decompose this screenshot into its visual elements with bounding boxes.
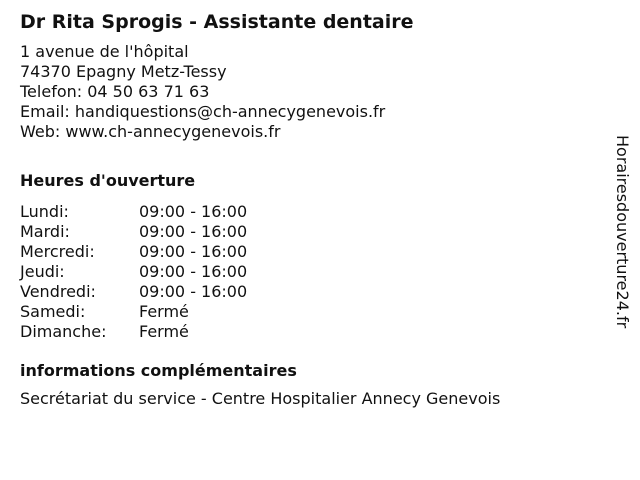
hours-row-mardi [20,222,600,242]
day-hours: 09:00 - 16:00 [139,282,248,301]
day-label: Vendredi: [20,282,96,301]
phone-number: Telefon: 04 50 63 71 63 [20,82,210,101]
hours-row-dimanche [20,322,600,342]
hours-row-mercredi [20,242,600,262]
email-address: Email: handiquestions@ch-annecygenevois.fr [20,102,386,121]
day-label: Samedi: [20,302,86,321]
business-title: Dr Rita Sprogis - Assistante dentaire [20,11,414,33]
additional-info-text: Secrétariat du service - Centre Hospitalier Annecy Genevois [20,389,501,408]
hours-row-jeudi [20,262,600,282]
website-url: Web: www.ch-annecygenevois.fr [20,122,281,141]
hours-row-lundi [20,202,600,222]
day-hours: 09:00 - 16:00 [139,222,248,241]
day-hours: 09:00 - 16:00 [139,262,248,281]
day-label: Dimanche: [20,322,107,341]
day-hours: 09:00 - 16:00 [139,202,248,221]
additional-info-heading: informations complémentaires [20,361,297,380]
address-city: 74370 Epagny Metz-Tessy [20,62,227,81]
day-label: Jeudi: [20,262,65,281]
day-hours: Fermé [139,302,189,321]
hours-row-vendredi [20,282,600,302]
hours-row-samedi [20,302,600,322]
day-label: Mardi: [20,222,70,241]
opening-hours-table [20,202,600,342]
day-hours: Fermé [139,322,189,341]
day-label: Mercredi: [20,242,95,261]
opening-hours-heading: Heures d'ouverture [20,171,196,190]
day-hours: 09:00 - 16:00 [139,242,248,261]
business-card [20,10,600,409]
address-street: 1 avenue de l'hôpital [20,42,189,61]
site-watermark: Horairesdouverture24.fr [613,135,632,329]
day-label: Lundi: [20,202,69,221]
